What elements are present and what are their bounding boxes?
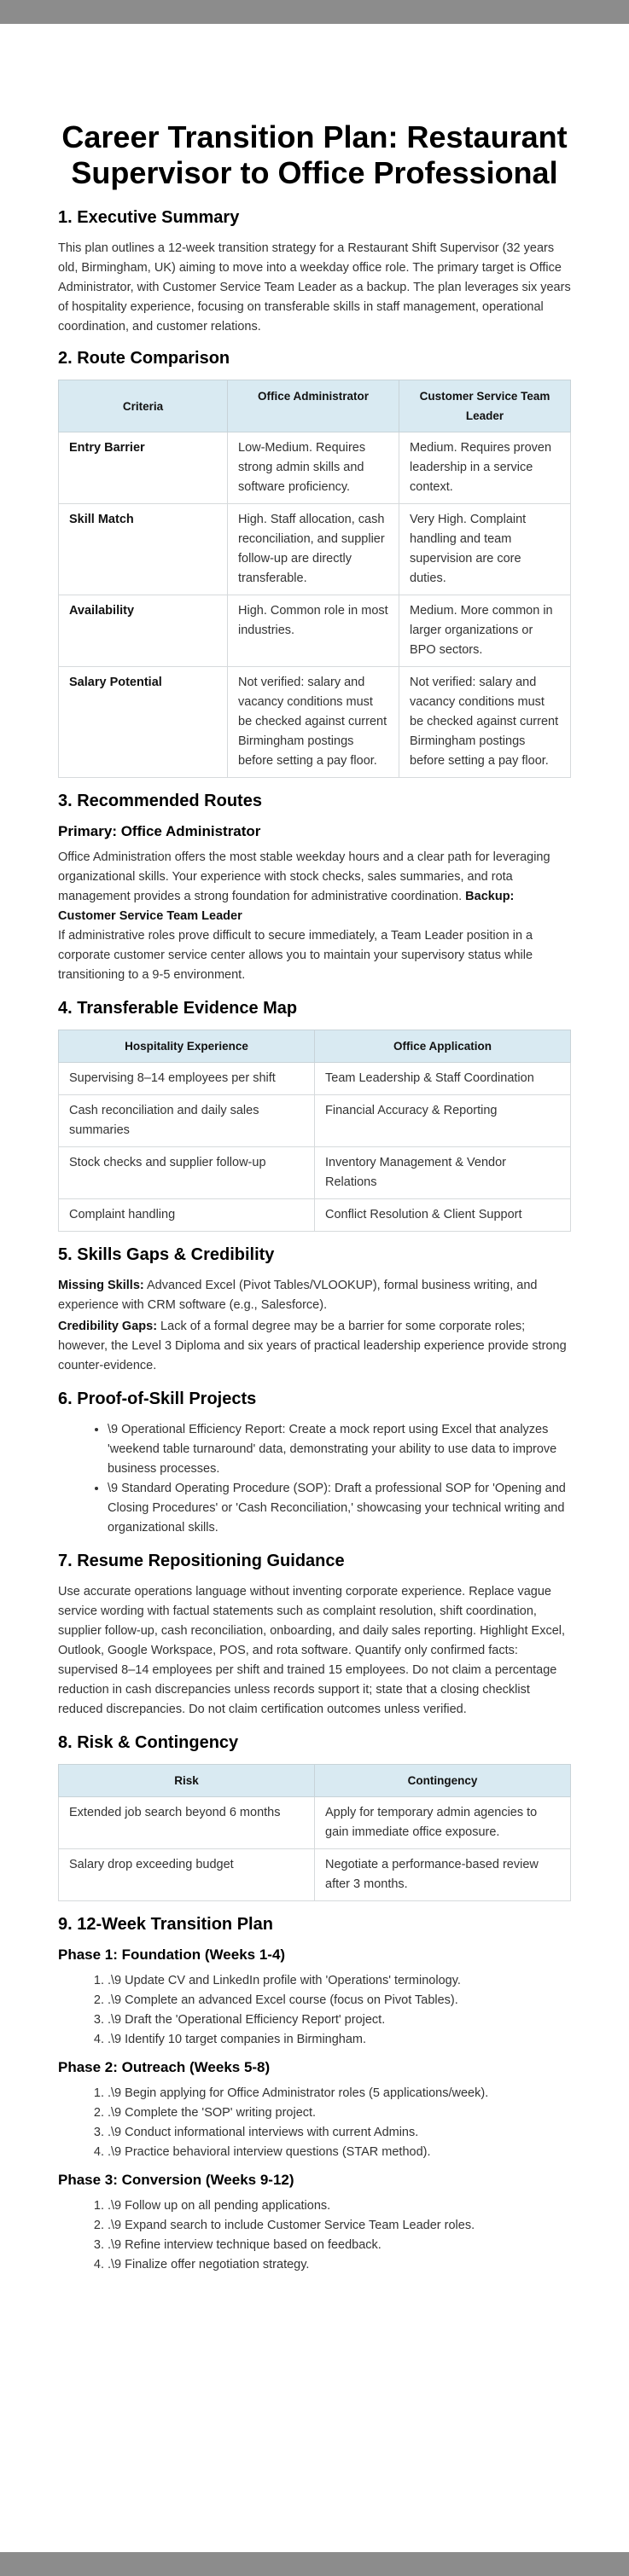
- list-item: 4. .\9 Identify 10 target companies in Birmingham.: [108, 2030, 571, 2050]
- table-cell: Extended job search beyond 6 months: [59, 1797, 315, 1849]
- table-header-cell: Office Administrator: [228, 380, 399, 432]
- backup-route-body: If administrative roles prove difficult to secure immediately, a Team Leader position in a corporate customer service center allows you to maintain your supervisory status while transitioning to a 9-5 environment.: [58, 929, 533, 982]
- evidence-map-table: [58, 1030, 571, 1232]
- table-cell: Conflict Resolution & Client Support: [315, 1199, 571, 1232]
- risk-table: [58, 1764, 571, 1901]
- section-heading-evidence-map: 4. Transferable Evidence Map: [58, 999, 298, 1018]
- table-cell: Team Leadership & Staff Coordination: [315, 1063, 571, 1095]
- table-row: [59, 1199, 571, 1232]
- missing-skills-label: Missing Skills:: [58, 1279, 144, 1292]
- table-header-row: [59, 380, 571, 432]
- list-item: 2. .\9 Expand search to include Customer Service Team Leader roles.: [108, 2216, 571, 2236]
- list-item: 3. .\9 Refine interview technique based on feedback.: [108, 2236, 571, 2255]
- table-cell: Financial Accuracy & Reporting: [315, 1095, 571, 1147]
- table-header-cell: Risk: [59, 1765, 315, 1797]
- table-cell: Entry Barrier: [59, 432, 228, 504]
- bottom-bar: [0, 2552, 629, 2576]
- table-row: [59, 595, 571, 667]
- list-item: 4. .\9 Finalize offer negotiation strategy.: [108, 2255, 571, 2275]
- credibility-gaps-text: [58, 1317, 571, 1376]
- list-item: 1. .\9 Begin applying for Office Administrator roles (5 applications/week).: [108, 2084, 571, 2103]
- phase-1-list: [58, 1971, 571, 2050]
- table-cell: Apply for temporary admin agencies to gain immediate office exposure.: [315, 1797, 571, 1849]
- section-heading-route-comparison: 2. Route Comparison: [58, 349, 230, 368]
- section-heading-risk: 8. Risk & Contingency: [58, 1733, 239, 1752]
- table-cell: Cash reconciliation and daily sales summaries: [59, 1095, 315, 1147]
- table-cell: Complaint handling: [59, 1199, 315, 1232]
- section-heading-12-week-plan: 9. 12-Week Transition Plan: [58, 1915, 273, 1934]
- table-header-row: [59, 1765, 571, 1797]
- primary-route-heading: Primary: Office Administrator: [58, 823, 261, 839]
- top-bar: [0, 0, 629, 24]
- projects-list: [58, 1420, 571, 1538]
- phase-3-list: [58, 2196, 571, 2275]
- list-item: 3. .\9 Conduct informational interviews with current Admins.: [108, 2123, 571, 2143]
- table-cell: Inventory Management & Vendor Relations: [315, 1147, 571, 1199]
- list-item: 4. .\9 Practice behavioral interview questions (STAR method).: [108, 2143, 571, 2162]
- table-cell: Salary Potential: [59, 667, 228, 778]
- table-cell: High. Common role in most industries.: [228, 595, 399, 667]
- table-cell: Skill Match: [59, 504, 228, 595]
- table-row: [59, 432, 571, 504]
- executive-summary-text: This plan outlines a 12-week transition strategy for a Restaurant Shift Supervisor (32 years old, Birmingham, UK) aiming to move into a weekday office role. The primary target is Office Administrator, with Customer Service Team Leader as a backup. The plan leverages six years of hospitality experience, focusing on transferable skills in staff management, operational coordination, and customer relations.: [58, 241, 571, 334]
- section-heading-skills-gaps: 5. Skills Gaps & Credibility: [58, 1245, 275, 1264]
- phase-heading: Phase 2: Outreach (Weeks 5-8): [58, 2059, 271, 2075]
- table-row: [59, 1095, 571, 1147]
- table-cell: Supervising 8–14 employees per shift: [59, 1063, 315, 1095]
- table-header-cell: Criteria: [59, 380, 228, 432]
- backup-route-label: Backup: Customer Service Team Leader: [58, 890, 515, 923]
- table-header-cell: Office Application: [315, 1030, 571, 1063]
- missing-skills-body: Advanced Excel (Pivot Tables/VLOOKUP), formal business writing, and experience with CRM software (e.g., Salesforce).: [58, 1279, 538, 1312]
- table-cell: High. Staff allocation, cash reconciliation, and supplier follow-up are directly transferable.: [228, 504, 399, 595]
- table-header-cell: Contingency: [315, 1765, 571, 1797]
- list-item: 2. .\9 Complete the 'SOP' writing project.: [108, 2103, 571, 2123]
- table-row: [59, 1849, 571, 1901]
- resume-guidance-text: Use accurate operations language without inventing corporate experience. Replace vague service wording with factual statements such as complaint resolution, shift coordination, supplier follow-up, cash reconciliation, onboarding, and daily sales reporting. Highlight Excel, Outlook, Google Workspace, POS, and rota software. Quantify only confirmed facts: supervised 8–14 employees per shift and trained 15 employees. Do not claim a percentage reduction in cash discrepancies unless records support it; state that a closing checklist reduced discrepancies. Do not claim certification outcomes unless verified.: [58, 1585, 566, 1716]
- table-row: [59, 667, 571, 778]
- list-item: 1. .\9 Update CV and LinkedIn profile with 'Operations' terminology.: [108, 1971, 571, 1991]
- phase-heading: Phase 3: Conversion (Weeks 9-12): [58, 2172, 294, 2188]
- section-heading-resume-guidance: 7. Resume Repositioning Guidance: [58, 1552, 345, 1570]
- list-item: • \9 Operational Efficiency Report: Create a mock report using Excel that analyzes 'weekend table turnaround' data, demonstrating your ability to use data to improve business processes.: [108, 1420, 571, 1479]
- list-item: 3. .\9 Draft the 'Operational Efficiency Report' project.: [108, 2010, 571, 2030]
- table-cell: Low-Medium. Requires strong admin skills and software proficiency.: [228, 432, 399, 504]
- phase-heading: Phase 1: Foundation (Weeks 1-4): [58, 1947, 286, 1963]
- section-heading-recommended-routes: 3. Recommended Routes: [58, 792, 262, 810]
- credibility-gaps-body: Lack of a formal degree may be a barrier for some corporate roles; however, the Level 3 Diploma and six years of practical leadership experience provide strong counter-evidence.: [58, 1320, 567, 1372]
- table-cell: Salary drop exceeding budget: [59, 1849, 315, 1901]
- table-cell: Not verified: salary and vacancy conditions must be checked against current Birmingham postings before setting a pay floor.: [399, 667, 571, 778]
- table-row: [59, 1147, 571, 1199]
- table-header-cell: Customer Service Team Leader: [399, 380, 571, 432]
- table-cell: Not verified: salary and vacancy conditions must be checked against current Birmingham postings before setting a pay floor.: [228, 667, 399, 778]
- table-cell: Negotiate a performance-based review after 3 months.: [315, 1849, 571, 1901]
- table-cell: Very High. Complaint handling and team supervision are core duties.: [399, 504, 571, 595]
- primary-route-text: [58, 848, 571, 985]
- list-item: • \9 Standard Operating Procedure (SOP): Draft a professional SOP for 'Opening and Closing Procedures' or 'Cash Reconciliation,' showcasing your technical writing and organizational skills.: [108, 1479, 571, 1538]
- table-row: [59, 1063, 571, 1095]
- primary-route-body: Office Administration offers the most stable weekday hours and a clear path for leveraging organizational skills. Your experience with stock checks, sales summaries, and rota management provides a strong foundation for administrative coordination.: [58, 850, 550, 903]
- route-comparison-table: [58, 380, 571, 778]
- table-row: [59, 504, 571, 595]
- list-item: 1. .\9 Follow up on all pending applications.: [108, 2196, 571, 2216]
- table-cell: Medium. Requires proven leadership in a service context.: [399, 432, 571, 504]
- table-cell: Medium. More common in larger organizations or BPO sectors.: [399, 595, 571, 667]
- table-cell: Stock checks and supplier follow-up: [59, 1147, 315, 1199]
- list-item: 2. .\9 Complete an advanced Excel course (focus on Pivot Tables).: [108, 1991, 571, 2010]
- table-header-row: [59, 1030, 571, 1063]
- section-heading-projects: 6. Proof-of-Skill Projects: [58, 1390, 257, 1408]
- credibility-gaps-label: Credibility Gaps:: [58, 1320, 158, 1333]
- document-page: [0, 24, 629, 2280]
- page-title: Career Transition Plan: Restaurant Supervisor to Office Professional: [61, 119, 568, 190]
- table-row: [59, 1797, 571, 1849]
- phase-2-list: [58, 2084, 571, 2162]
- section-heading-executive-summary: 1. Executive Summary: [58, 208, 240, 227]
- missing-skills-text: [58, 1276, 571, 1315]
- table-header-cell: Hospitality Experience: [59, 1030, 315, 1063]
- table-cell: Availability: [59, 595, 228, 667]
